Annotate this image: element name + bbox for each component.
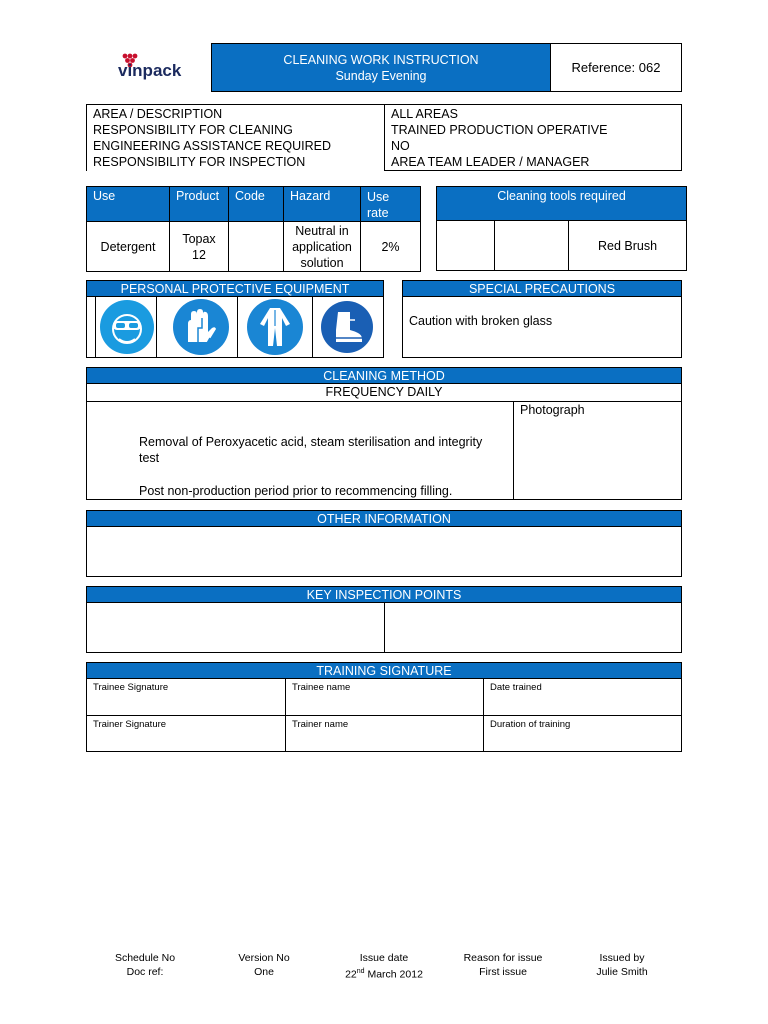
version-label: Version No	[238, 952, 290, 964]
trainee-signature-field: Trainee Signature	[87, 679, 286, 716]
ppe-cell	[313, 297, 383, 357]
reference-box	[550, 43, 682, 92]
method-title: CLEANING METHOD	[86, 367, 682, 384]
tool-cell: Red Brush	[569, 221, 687, 271]
tools-title: Cleaning tools required	[437, 187, 687, 221]
footer-issued-by	[572, 951, 672, 979]
document-title-box	[211, 43, 551, 92]
footer-issue	[329, 951, 439, 982]
ppe-cell	[95, 297, 157, 357]
issued-label: Issued by	[599, 952, 645, 964]
method-step: Removal of Peroxyacetic acid, steam sterilisation and integrity test	[139, 435, 483, 465]
col-hazard: Hazard	[284, 187, 361, 222]
info-value: ALL AREAS	[391, 107, 458, 121]
gloves-icon	[172, 298, 230, 356]
photograph-panel	[513, 401, 682, 500]
method-text-panel	[86, 401, 514, 500]
logo-text: vinpack	[118, 61, 182, 80]
col-product: Product	[170, 187, 229, 222]
info-value: AREA TEAM LEADER / MANAGER	[391, 155, 590, 169]
tool-cell	[495, 221, 569, 271]
cell-hazard: Neutral in application solution	[284, 222, 361, 272]
trainer-name-field: Trainer name	[286, 716, 484, 752]
precautions-text: Caution with broken glass	[409, 314, 553, 328]
duration-field: Duration of training	[484, 716, 682, 752]
training-table	[86, 678, 682, 752]
reference-number: Reference: 062	[571, 60, 661, 75]
cell-use-rate: 2%	[361, 222, 421, 272]
info-label: RESPONSIBILITY FOR CLEANING	[93, 123, 293, 138]
issue-label: Issue date	[359, 952, 409, 964]
tool-cell	[437, 221, 495, 271]
ppe-cell	[164, 297, 238, 357]
trainee-name-field: Trainee name	[286, 679, 484, 716]
info-value: NO	[391, 139, 410, 153]
info-label: RESPONSIBILITY FOR INSPECTION	[93, 155, 306, 170]
chemicals-table	[86, 186, 421, 272]
ppe-panel	[86, 296, 384, 358]
issue-day: 22	[345, 968, 357, 981]
ppe-cell	[238, 297, 313, 357]
date-trained-field: Date trained	[484, 679, 682, 716]
col-use-rate: Use rate	[361, 187, 421, 222]
tools-table	[436, 186, 687, 271]
col-use: Use	[87, 187, 170, 222]
info-label: AREA / DESCRIPTION	[93, 107, 223, 122]
precautions-title: SPECIAL PRECAUTIONS	[402, 280, 682, 297]
trainer-signature-field: Trainer Signature	[87, 716, 286, 752]
cell-code	[229, 222, 284, 272]
col-code: Code	[229, 187, 284, 222]
document-title: CLEANING WORK INSTRUCTION	[283, 53, 479, 67]
footer-schedule	[95, 951, 195, 979]
cell-use: Detergent	[87, 222, 170, 272]
key-points-left	[86, 602, 385, 653]
issue-suffix: nd	[356, 968, 365, 975]
docref-label: Doc ref:	[126, 966, 164, 978]
footer-reason	[448, 951, 558, 979]
info-label: ENGINEERING ASSISTANCE REQUIRED	[93, 139, 332, 154]
issued-value: Julie Smith	[596, 966, 648, 978]
other-info-panel	[86, 526, 682, 577]
method-frequency: FREQUENCY DAILY	[86, 383, 682, 402]
info-table	[86, 104, 682, 171]
boots-icon	[320, 300, 374, 354]
other-info-title: OTHER INFORMATION	[86, 510, 682, 527]
vinpack-logo	[110, 50, 190, 84]
cell-product: Topax 12	[170, 222, 229, 272]
document-subtitle: Sunday Evening	[335, 69, 427, 83]
info-value: TRAINED PRODUCTION OPERATIVE	[391, 123, 608, 137]
photograph-label: Photograph	[520, 403, 585, 417]
footer-version	[214, 951, 314, 979]
reason-label: Reason for issue	[463, 952, 543, 964]
issue-rest: March 2012	[364, 968, 423, 981]
ppe-title: PERSONAL PROTECTIVE EQUIPMENT	[86, 280, 384, 297]
overalls-icon	[246, 298, 304, 356]
precautions-panel	[402, 296, 682, 358]
method-step: Post non-production period prior to recommencing filling.	[139, 484, 453, 498]
reason-value: First issue	[479, 966, 527, 978]
schedule-label: Schedule No	[114, 952, 176, 964]
key-points-right	[384, 602, 682, 653]
issue-date	[329, 965, 439, 982]
version-value: One	[254, 966, 274, 978]
goggles-icon	[99, 299, 155, 355]
key-points-title: KEY INSPECTION POINTS	[86, 586, 682, 603]
training-title: TRAINING SIGNATURE	[86, 662, 682, 679]
